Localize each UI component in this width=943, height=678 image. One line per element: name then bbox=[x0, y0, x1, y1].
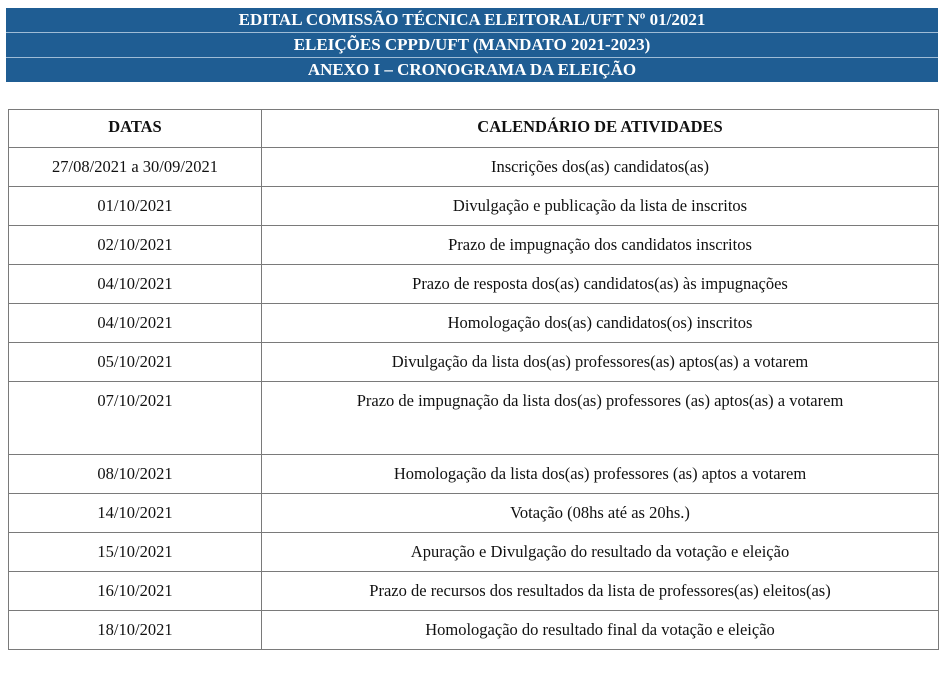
date-cell: 01/10/2021 bbox=[9, 187, 262, 226]
date-cell: 14/10/2021 bbox=[9, 494, 262, 533]
table-row bbox=[9, 533, 939, 572]
activity-cell: Prazo de recursos dos resultados da lista de professores(as) eleitos(as) bbox=[262, 572, 939, 611]
date-cell: 27/08/2021 a 30/09/2021 bbox=[9, 148, 262, 187]
document-header-banner bbox=[6, 8, 938, 82]
activity-cell: Homologação dos(as) candidatos(os) inscritos bbox=[262, 304, 939, 343]
activity-cell: Homologação do resultado final da votação e eleição bbox=[262, 611, 939, 650]
date-cell: 08/10/2021 bbox=[9, 455, 262, 494]
header-title-line-2: ELEIÇÕES CPPD/UFT (MANDATO 2021-2023) bbox=[6, 33, 938, 58]
table-row bbox=[9, 148, 939, 187]
date-cell: 05/10/2021 bbox=[9, 343, 262, 382]
date-cell: 07/10/2021 bbox=[9, 382, 262, 455]
date-cell: 02/10/2021 bbox=[9, 226, 262, 265]
activity-cell: Votação (08hs até as 20hs.) bbox=[262, 494, 939, 533]
table-row bbox=[9, 265, 939, 304]
activity-cell: Prazo de resposta dos(as) candidatos(as) às impugnações bbox=[262, 265, 939, 304]
activity-cell: Apuração e Divulgação do resultado da votação e eleição bbox=[262, 533, 939, 572]
date-cell: 16/10/2021 bbox=[9, 572, 262, 611]
table-row bbox=[9, 187, 939, 226]
header-title-line-3: ANEXO I – CRONOGRAMA DA ELEIÇÃO bbox=[307, 60, 637, 79]
table-row bbox=[9, 343, 939, 382]
table-header-row bbox=[9, 110, 939, 148]
date-cell: 04/10/2021 bbox=[9, 265, 262, 304]
activity-cell: Prazo de impugnação dos candidatos inscritos bbox=[262, 226, 939, 265]
table-row bbox=[9, 304, 939, 343]
activity-cell: Inscrições dos(as) candidatos(as) bbox=[262, 148, 939, 187]
column-header-dates: DATAS bbox=[9, 110, 262, 148]
table-row bbox=[9, 494, 939, 533]
column-header-activities: CALENDÁRIO DE ATIVIDADES bbox=[262, 110, 939, 148]
date-cell: 15/10/2021 bbox=[9, 533, 262, 572]
table-row bbox=[9, 382, 939, 455]
activity-cell: Prazo de impugnação da lista dos(as) professores (as) aptos(as) a votarem bbox=[262, 382, 939, 455]
table-row bbox=[9, 572, 939, 611]
election-schedule-table bbox=[8, 109, 939, 650]
table-row bbox=[9, 455, 939, 494]
table-row bbox=[9, 611, 939, 650]
header-title-line-1: EDITAL COMISSÃO TÉCNICA ELEITORAL/UFT Nº 01/2021 bbox=[6, 8, 938, 33]
date-cell: 04/10/2021 bbox=[9, 304, 262, 343]
date-cell: 18/10/2021 bbox=[9, 611, 262, 650]
activity-cell: Divulgação da lista dos(as) professores(as) aptos(as) a votarem bbox=[262, 343, 939, 382]
activity-cell: Divulgação e publicação da lista de inscritos bbox=[262, 187, 939, 226]
activity-cell: Homologação da lista dos(as) professores (as) aptos a votarem bbox=[262, 455, 939, 494]
table-row bbox=[9, 226, 939, 265]
